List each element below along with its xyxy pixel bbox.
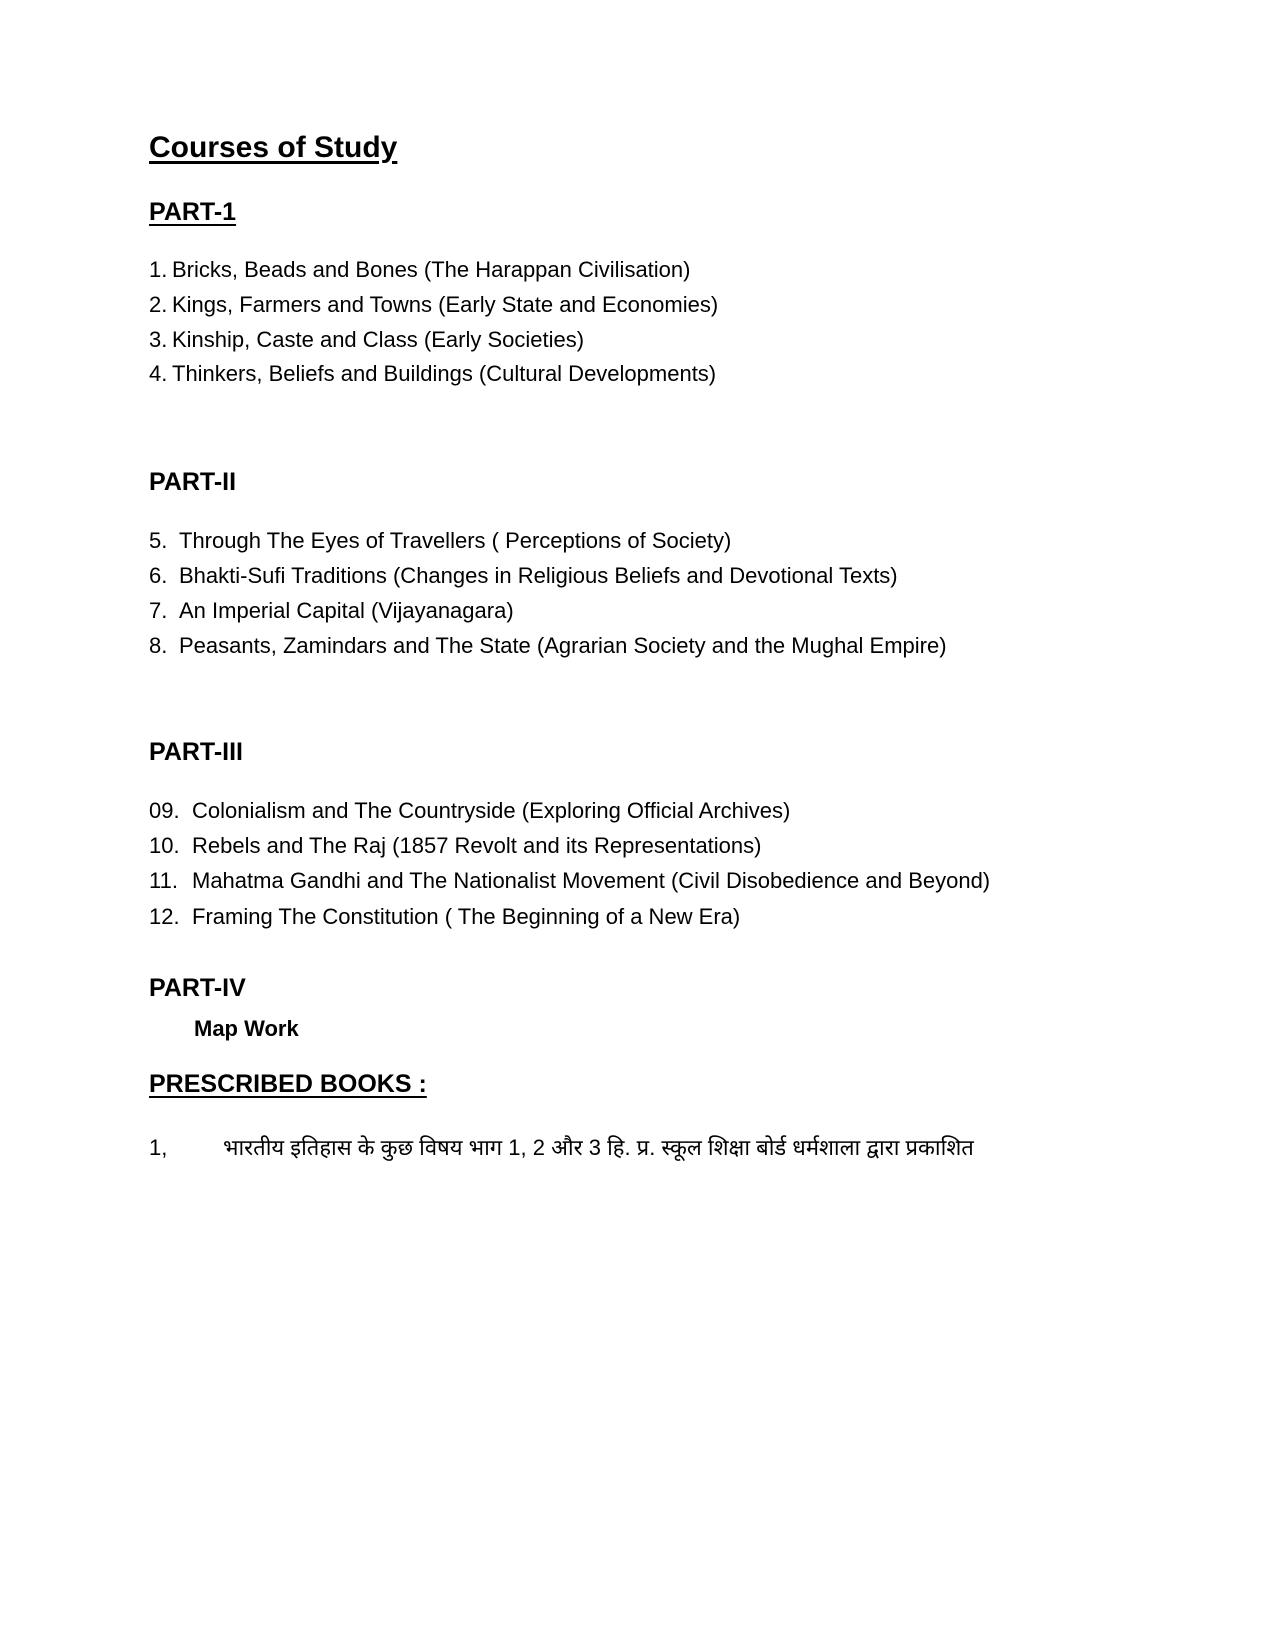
list-item (149, 600, 514, 622)
item-number: 12. (149, 904, 180, 929)
item-text: Mahatma Gandhi and The Nationalist Movement (Civil Disobedience and Beyond) (192, 868, 991, 893)
list-item (149, 329, 584, 351)
part-1-heading: PART-1 (149, 198, 237, 226)
list-item (149, 565, 898, 587)
item-text: An Imperial Capital (Vijayanagara) (179, 598, 514, 623)
item-number: 09. (149, 798, 180, 823)
list-item (149, 635, 947, 657)
map-work-label: Map Work (194, 1016, 299, 1041)
item-text: Bhakti-Sufi Traditions (Changes in Religious Beliefs and Devotional Texts) (179, 563, 898, 588)
item-text: Peasants, Zamindars and The State (Agrarian Society and the Mughal Empire) (179, 633, 947, 658)
list-item (149, 259, 690, 281)
item-number: 4. (149, 361, 168, 386)
book-list-item (149, 1137, 1109, 1159)
document-title: Courses of Study (149, 131, 398, 164)
item-number: 8. (149, 633, 168, 658)
item-text: Bricks, Beads and Bones (The Harappan Civilisation) (172, 257, 691, 282)
item-text: Framing The Constitution ( The Beginning of a New Era) (192, 904, 741, 929)
list-item (149, 530, 731, 552)
item-number: 11. (149, 868, 178, 893)
item-number: 2. (149, 292, 168, 317)
list-item (149, 906, 740, 928)
item-number: 5. (149, 528, 168, 553)
item-text: Through The Eyes of Travellers ( Perceptions of Society) (179, 528, 732, 553)
item-number: 10. (149, 833, 180, 858)
part-3-heading: PART-III (149, 738, 243, 766)
item-number: 3. (149, 327, 168, 352)
item-number: 1, (149, 1135, 168, 1160)
item-text: Kinship, Caste and Class (Early Societies) (172, 327, 585, 352)
item-text: भारतीय इतिहास के कुछ विषय भाग 1, 2 और 3 हि. प्र. स्कूल शिक्षा बोर्ड धर्मशाला द्वारा प्रकाशित (223, 1135, 974, 1160)
item-text: Kings, Farmers and Towns (Early State and Economies) (172, 292, 719, 317)
item-text: Colonialism and The Countryside (Exploring Official Archives) (192, 798, 791, 823)
item-text: Rebels and The Raj (1857 Revolt and its Representations) (192, 833, 762, 858)
list-item (149, 870, 990, 892)
item-text: Thinkers, Beliefs and Buildings (Cultural Developments) (172, 361, 717, 386)
part-4-heading: PART-IV (149, 974, 246, 1002)
item-number: 6. (149, 563, 168, 588)
prescribed-books-heading: PRESCRIBED BOOKS : (149, 1070, 427, 1098)
item-number: 7. (149, 598, 168, 623)
list-item (149, 294, 718, 316)
list-item (149, 363, 716, 385)
list-item (149, 835, 761, 857)
list-item (149, 800, 790, 822)
item-number: 1. (149, 257, 168, 282)
part-2-heading: PART-II (149, 468, 237, 496)
